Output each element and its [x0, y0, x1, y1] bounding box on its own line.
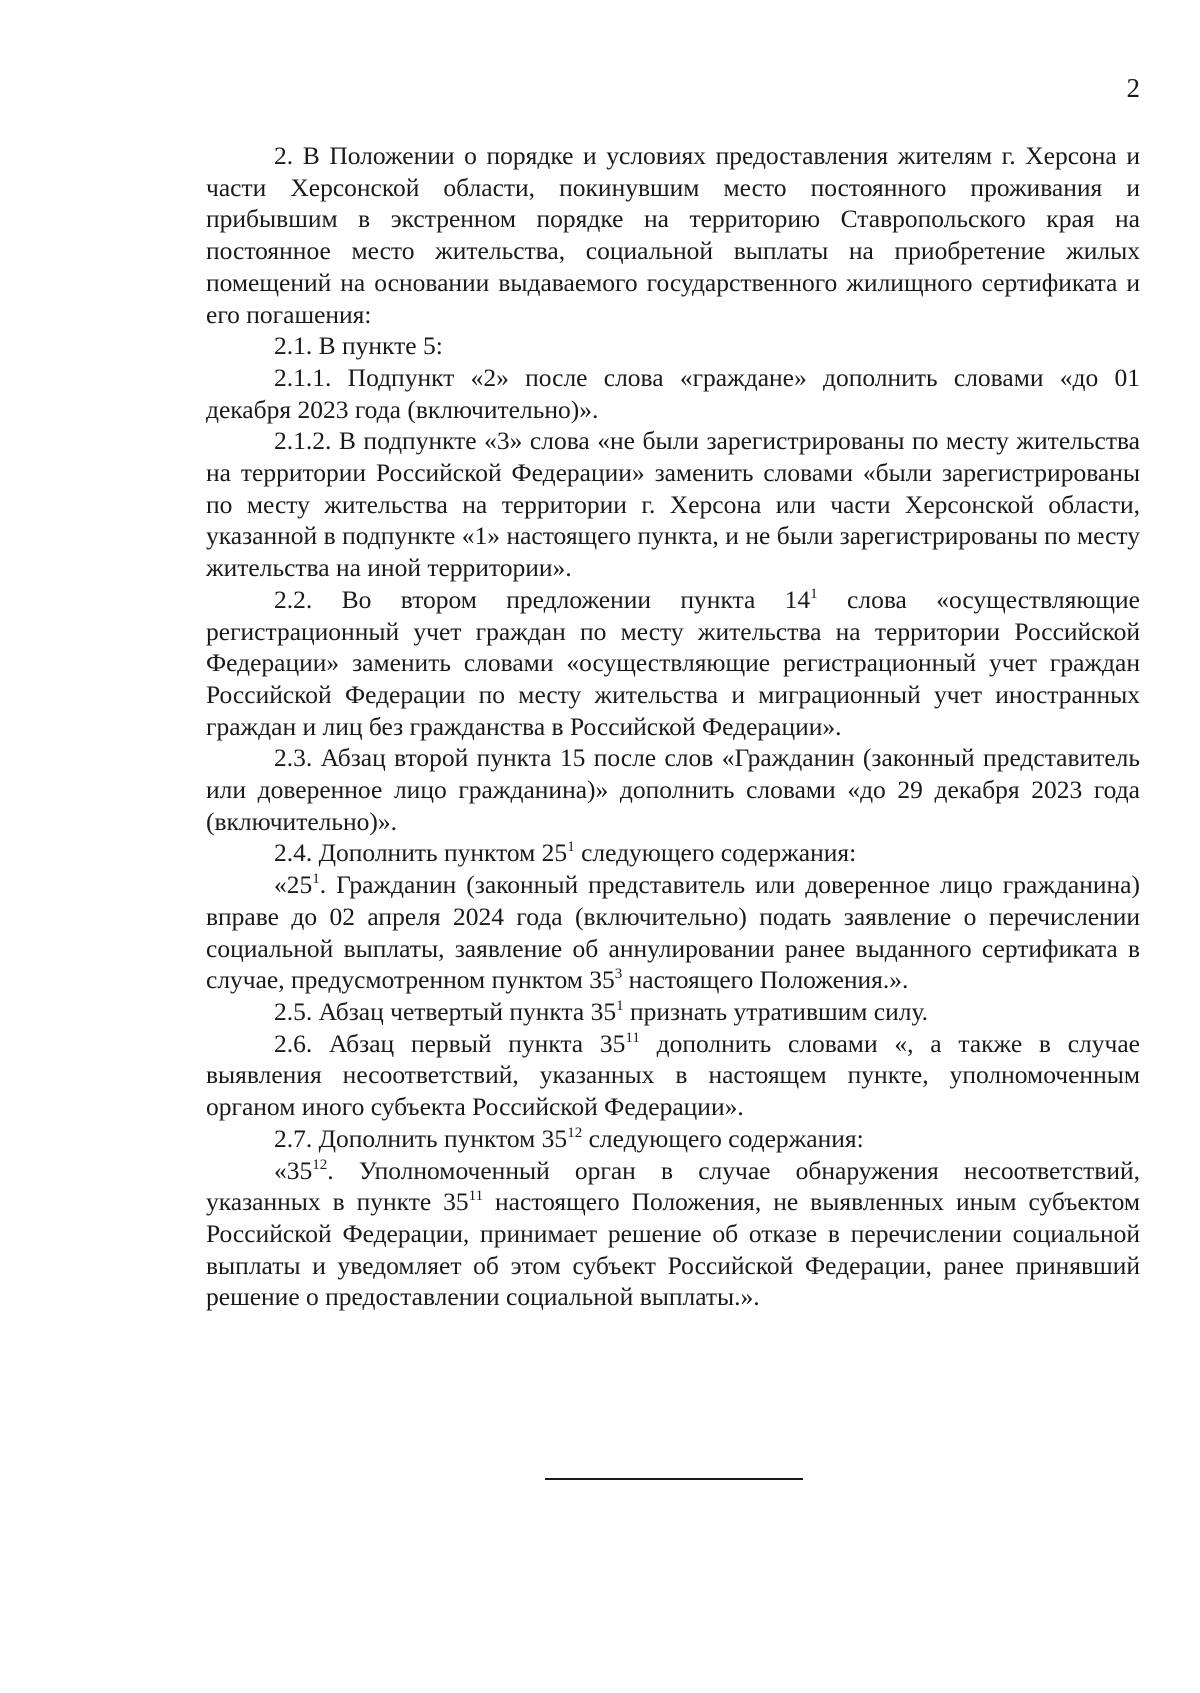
paragraph-35-12-quote	[206, 1155, 1140, 1314]
paragraph-2-2-text-a: 2.2. Во втором предложении пункта 14	[274, 584, 811, 614]
paragraph-2-6-text-a: 2.6. Абзац первый пункта 35	[274, 1028, 626, 1058]
paragraph-2-6-text-b: дополнить словами «, а также в случае выявления несоответствий, указанных в настоящем пункте, уполномоченным органом иного субъекта Российской Федерации».	[206, 1028, 1140, 1122]
paragraph-2-4-text-b: следующего содержания:	[574, 838, 857, 868]
paragraph-2-6	[206, 1028, 1140, 1123]
quote-35-12-text-c: настоящего Положения, не выявленных иным субъектом Российской Федерации, принимает решение об отказе в перечислении социальной выплаты и уведомляет об этом субъект Российской Федерации, ранее принявший решение о предоставлении социальной выплаты.».	[206, 1187, 1140, 1312]
paragraph-2-1-2: 2.1.2. В подпункте «3» слова «не были зарегистрированы по месту жительства на территории Российской Федерации» заменить словами «были зарегистрированы по месту жительства на территории г. Херсона или части Херсонской области, указанной в подпункте «1» настоящего пункта, и не были зарегистрированы по месту жительства на иной территории».	[206, 426, 1140, 583]
quote-25-1-text-c: настоящего Положения.».	[622, 965, 909, 995]
paragraph-2-5	[206, 996, 1140, 1028]
superscript: 1	[616, 997, 624, 1014]
page-number: 2	[1126, 73, 1140, 103]
superscript: 1	[567, 839, 575, 856]
superscript: 12	[567, 1124, 583, 1141]
paragraph-2-5-text-a: 2.5. Абзац четвертый пункта 35	[274, 996, 617, 1026]
paragraph-2-1-1: 2.1.1. Подпункт «2» после слова «граждане» дополнить словами «до 01 декабря 2023 года (включительно)».	[206, 362, 1140, 424]
superscript: 3	[614, 966, 623, 983]
paragraph-2-7	[206, 1123, 1140, 1155]
quote-25-1-text-a: «25	[274, 870, 313, 900]
paragraph-25-1-quote	[206, 869, 1140, 996]
superscript: 1	[312, 871, 320, 888]
paragraph-2-2	[206, 584, 1140, 743]
paragraph-2-7-text-a: 2.7. Дополнить пунктом 35	[274, 1123, 568, 1153]
paragraph-2-5-text-b: признать утратившим силу.	[623, 996, 929, 1026]
paragraph-2-4-text-a: 2.4. Дополнить пунктом 25	[274, 838, 568, 868]
paragraph-2-4	[206, 837, 1140, 869]
superscript: 11	[468, 1188, 484, 1205]
superscript: 1	[810, 585, 818, 602]
paragraph-2-3: 2.3. Абзац второй пункта 15 после слов «Гражданин (законный представитель или доверенное лицо гражданина)» дополнить словами «до 29 декабря 2023 года (включительно)».	[206, 743, 1140, 836]
paragraph-2: 2. В Положении о порядке и условиях предоставления жителям г. Херсона и части Херсонской области, покинувшим место постоянного проживания и прибывшим в экстренном порядке на территорию Ставропольского края на постоянное место жительства, социальной выплаты на приобретение жилых помещений на основании выдаваемого государственного жилищного сертификата и его погашения:	[206, 141, 1140, 329]
quote-25-1-text-b: . Гражданин (законный представитель или доверенное лицо гражданина) вправе до 02 апреля 2024 года (включительно) подать заявление о перечислении социальной выплаты, заявление об аннулировании ранее выданного сертификата в случае, предусмотренном пунктом 35	[206, 870, 1140, 995]
superscript: 12	[312, 1156, 328, 1173]
document-body	[206, 140, 1140, 1313]
paragraph-2-7-text-b: следующего содержания:	[582, 1123, 864, 1153]
superscript: 11	[625, 1029, 640, 1046]
paragraph-2-2-text-b: слова «осуществляющие регистрационный учет граждан по месту жительства на территории Российской Федерации» заменить словами «осуществляющие регистрационный учет граждан Российской Федерации по месту жительства и миграционный учет иностранных граждан и лиц без гражданства в Российской Федерации».	[206, 584, 1140, 741]
quote-35-12-text-a: «35	[274, 1155, 313, 1185]
closing-rule	[545, 1478, 803, 1480]
quote-35-12-text-b: . Уполномоченный орган в случае обнаружения несоответствий, указанных в пункте 35	[206, 1155, 1140, 1217]
paragraph-2-1: 2.1. В пункте 5:	[274, 331, 443, 361]
